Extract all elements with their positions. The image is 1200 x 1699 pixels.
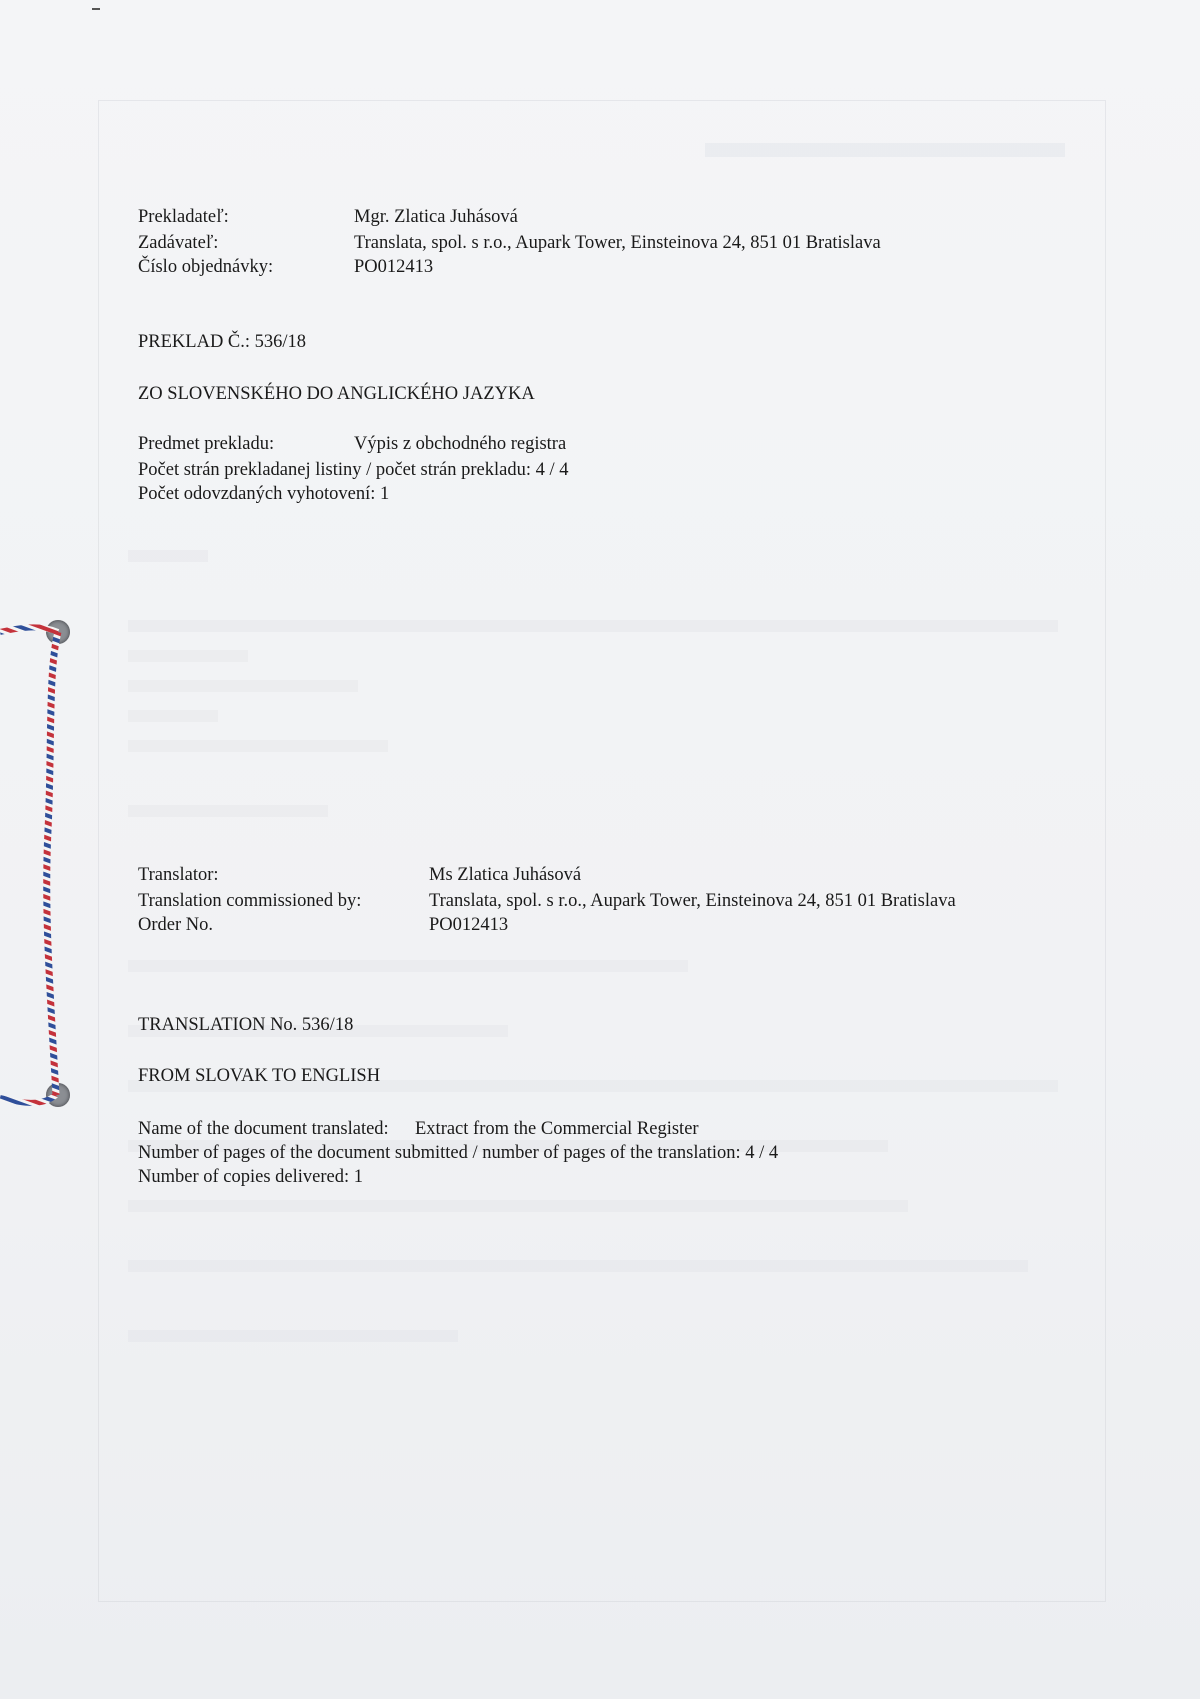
binding-string-icon xyxy=(0,610,80,1130)
sk-client-value: Translata, spol. s r.o., Aupark Tower, Einsteinova 24, 851 01 Bratislava xyxy=(354,233,881,253)
sk-subject-label: Predmet prekladu: xyxy=(138,434,275,454)
sk-client-label: Zadávateľ: xyxy=(138,233,219,253)
show-through-lines xyxy=(128,540,1058,1360)
scan-speck xyxy=(92,8,100,10)
sk-order-label: Číslo objednávky: xyxy=(138,257,274,277)
sk-order-value: PO012413 xyxy=(354,257,434,277)
show-through-block xyxy=(705,135,1065,165)
en-translation-number: TRANSLATION No. 536/18 xyxy=(138,1015,354,1035)
sk-translator-value: Mgr. Zlatica Juhásová xyxy=(354,207,518,227)
en-client-label: Translation commissioned by: xyxy=(138,891,362,911)
en-order-value: PO012413 xyxy=(429,915,509,935)
en-translator-value: Ms Zlatica Juhásová xyxy=(429,865,582,885)
en-document-name-value: Extract from the Commercial Register xyxy=(415,1119,699,1139)
sk-subject-value: Výpis z obchodného registra xyxy=(354,434,567,454)
en-pages-line: Number of pages of the document submitted / number of pages of the translation: 4 / 4 xyxy=(138,1143,779,1163)
en-document-name-label: Name of the document translated: xyxy=(138,1119,389,1139)
en-language-direction: FROM SLOVAK TO ENGLISH xyxy=(138,1066,381,1086)
sk-language-direction: ZO SLOVENSKÉHO DO ANGLICKÉHO JAZYKA xyxy=(138,384,535,404)
sk-copies-line: Počet odovzdaných vyhotovení: 1 xyxy=(138,484,390,504)
sk-translator-label: Prekladateľ: xyxy=(138,207,229,227)
sk-translation-number: PREKLAD Č.: 536/18 xyxy=(138,332,307,352)
en-translator-label: Translator: xyxy=(138,865,219,885)
en-order-label: Order No. xyxy=(138,915,214,935)
en-client-value: Translata, spol. s r.o., Aupark Tower, Einsteinova 24, 851 01 Bratislava xyxy=(429,891,956,911)
en-copies-line: Number of copies delivered: 1 xyxy=(138,1167,364,1187)
sk-pages-line: Počet strán prekladanej listiny / počet strán prekladu: 4 / 4 xyxy=(138,460,569,480)
